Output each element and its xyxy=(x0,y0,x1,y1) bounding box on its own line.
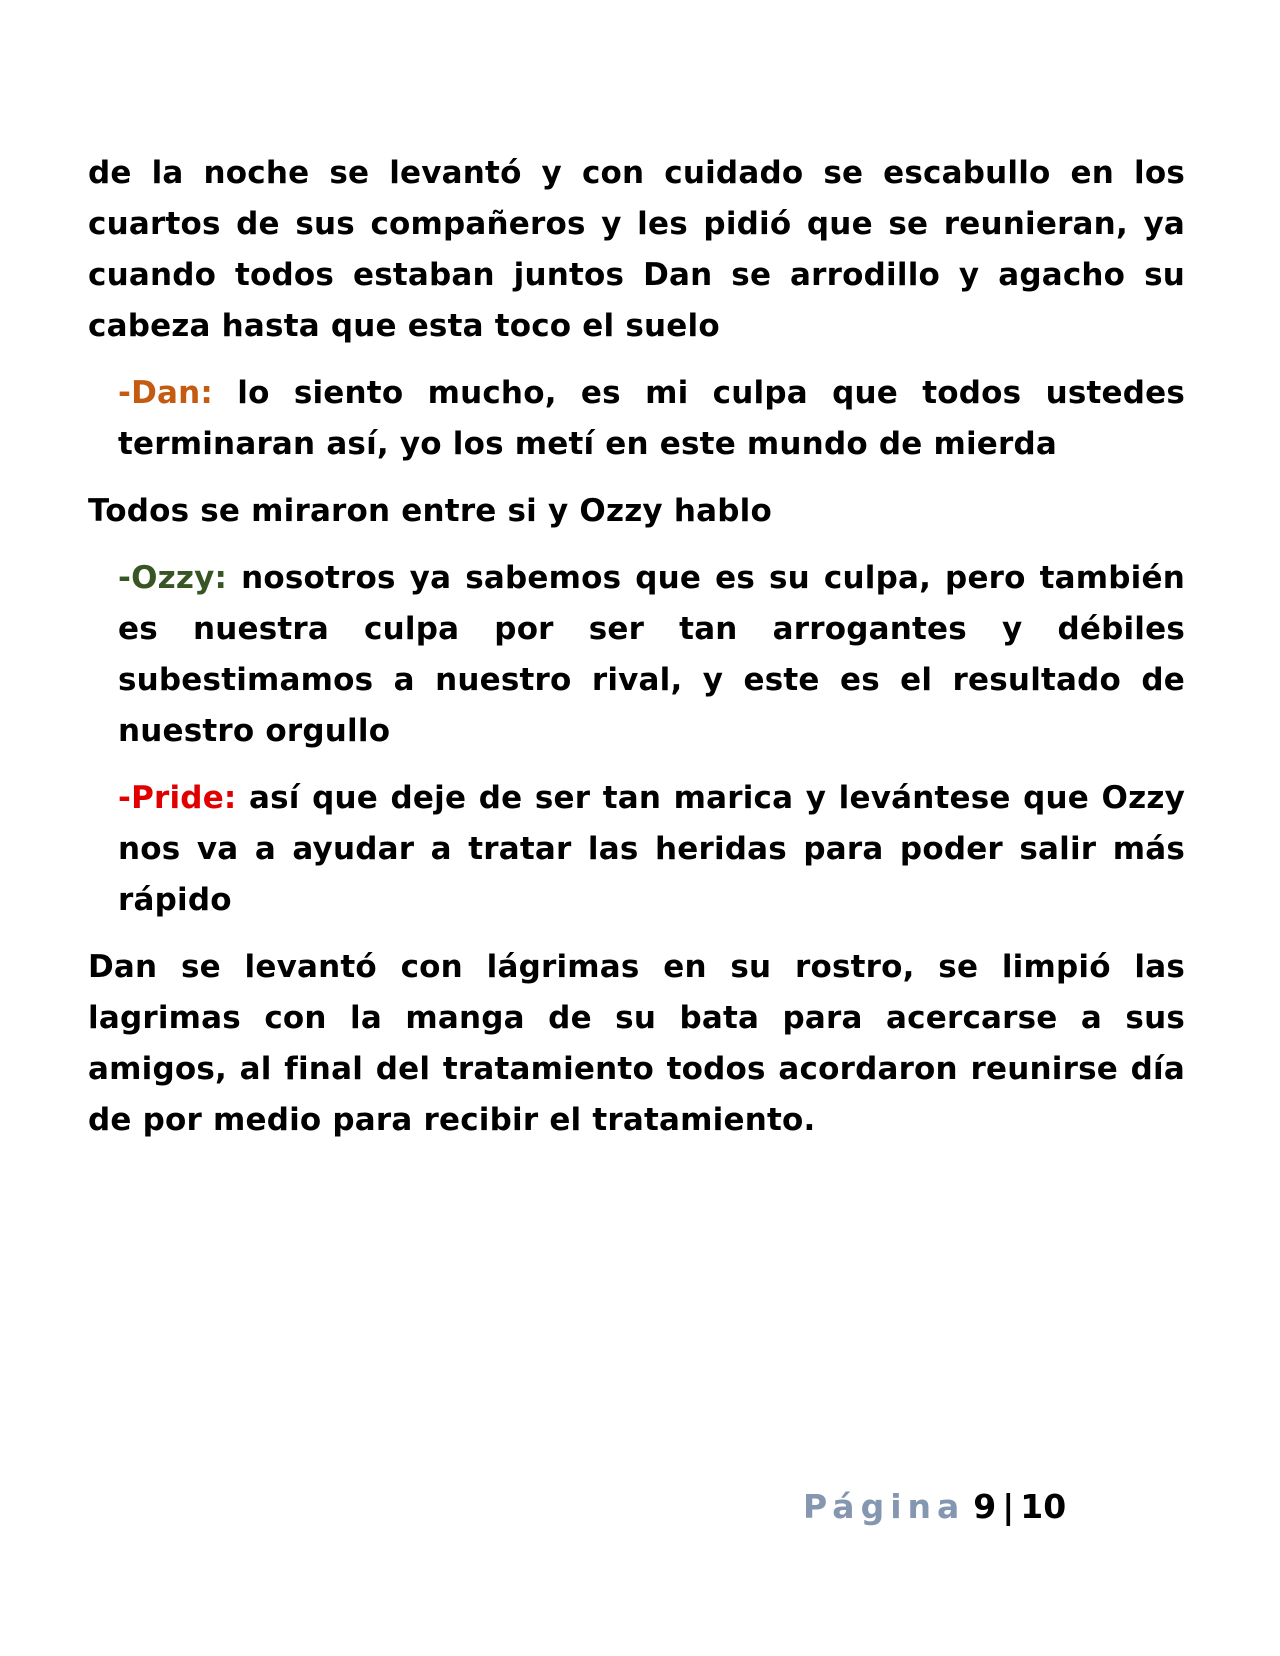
speaker-dan: -Dan: xyxy=(118,375,213,411)
narration-text: de la noche se levantó y con cuidado se escabullo en los cuartos de sus compañeros y les pidió que se reunieran, ya cuando todos estaban juntos Dan se arrodillo y agacho su cabeza hasta que esta toco el suelo xyxy=(88,155,1185,344)
dialogue-pride xyxy=(118,773,1185,926)
narration-paragraph-3 xyxy=(88,942,1185,1146)
speaker-ozzy: -Ozzy: xyxy=(118,560,228,596)
footer-page-label: Página xyxy=(803,1487,966,1526)
footer-current-page: 9 xyxy=(973,1487,997,1526)
dialogue-text: lo siento mucho, es mi culpa que todos ustedes terminaran así, yo los metí en este mundo de mierda xyxy=(118,375,1185,462)
footer-total-pages: 10 xyxy=(1020,1487,1067,1526)
dialogue-text: nosotros ya sabemos que es su culpa, pero también es nuestra culpa por ser tan arrogantes y débiles subestimamos a nuestro rival, y este es el resultado de nuestro orgullo xyxy=(118,560,1185,749)
dialogue-ozzy xyxy=(118,553,1185,757)
dialogue-dan xyxy=(118,368,1185,470)
narration-text: Dan se levantó con lágrimas en su rostro, se limpió las lagrimas con la manga de su bata para acercarse a sus amigos, al final del tratamiento todos acordaron reunirse día de por medio para recibir el tratamiento. xyxy=(88,949,1185,1138)
narration-paragraph-2 xyxy=(88,486,1185,537)
narration-paragraph-1 xyxy=(88,148,1185,352)
dialogue-text: así que deje de ser tan marica y levántese que Ozzy nos va a ayudar a tratar las heridas para poder salir más rápido xyxy=(118,780,1185,918)
page-body xyxy=(88,148,1185,1162)
speaker-pride: -Pride: xyxy=(118,780,237,816)
narration-text: Todos se miraron entre si y Ozzy hablo xyxy=(88,493,772,529)
footer-separator: | xyxy=(1002,1487,1015,1526)
page-footer xyxy=(803,1487,1066,1526)
